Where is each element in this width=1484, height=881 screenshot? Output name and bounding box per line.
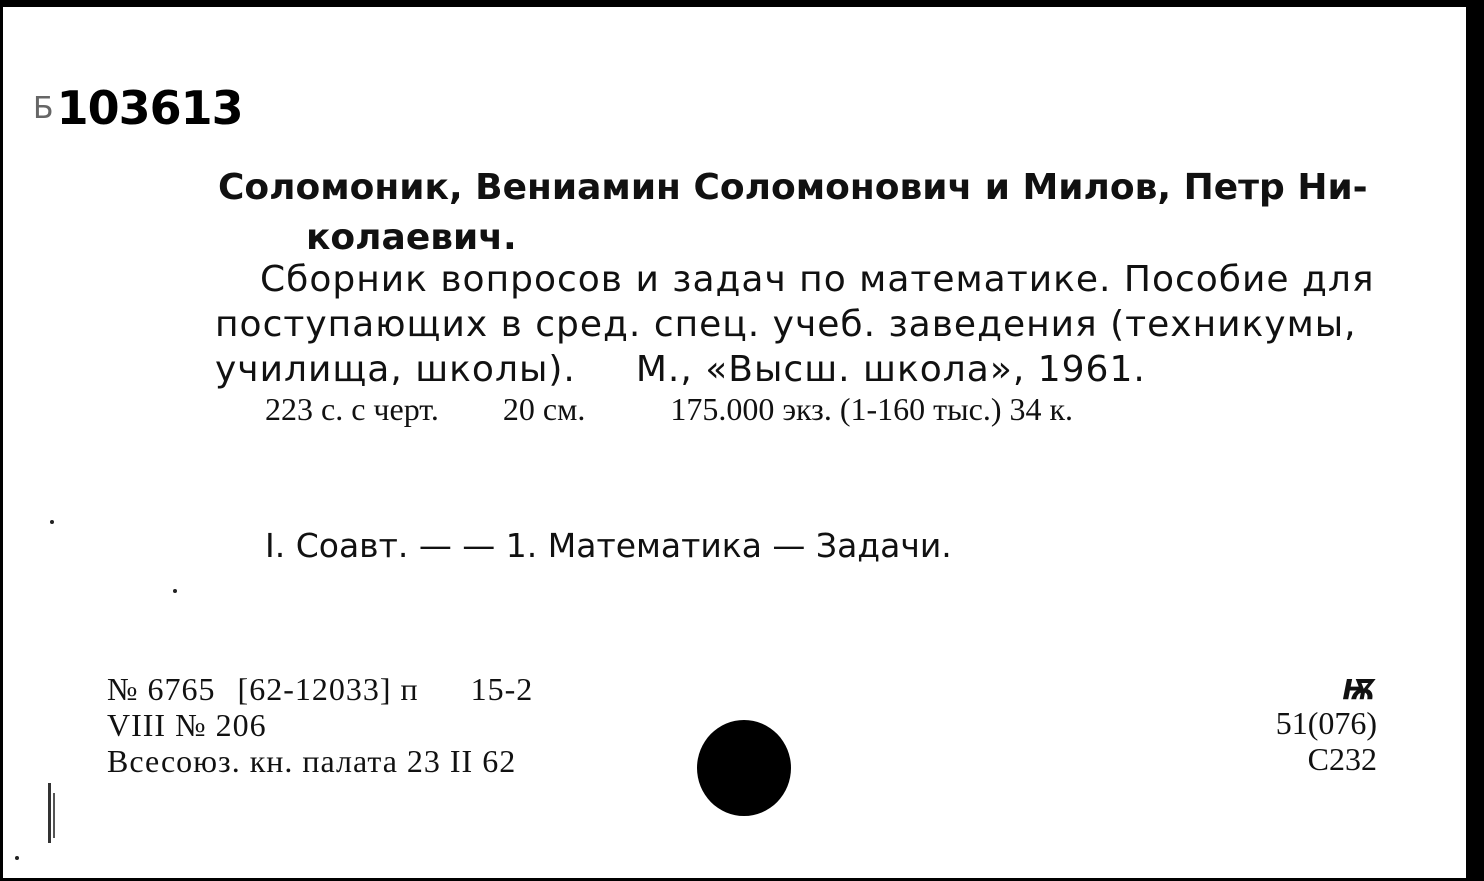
order-number: [62-12033] п [237,671,419,707]
title-line-3 [215,347,1390,392]
card-number: № 6765 [107,671,216,707]
author-code: С232 [1307,741,1377,777]
edge-scratch [48,783,51,843]
stamp-prefix: Б [33,91,53,126]
inventory-stamp [33,78,243,138]
series-code: 15-2 [470,671,534,707]
publisher: М., «Высш. школа», 1961. [635,349,1146,390]
footer-left-line-3: Всесоюз. кн. палата 23 II 62 [107,743,517,779]
edge-scratch-2 [53,793,55,838]
copies-price: 175.000 экз. (1-160 тыс.) 34 к. [670,391,1074,427]
title-line-1: Сборник вопросов и задач по математике. Пособие для [260,259,1375,300]
author-heading [218,163,1388,263]
author-line-1: Соломоник, Вениамин Соломонович и Милов, Петр Ни- [218,167,1368,208]
footer-left-line-1 [107,671,533,707]
tracings: I. Соавт. — — 1. Математика — Задачи. [265,526,952,565]
author-line-2: колаевич. [306,217,517,258]
title-line-3-text: училища, школы). [215,349,576,390]
card-top-edge [3,3,1484,7]
title-block [215,257,1390,392]
footer-left [107,671,533,779]
punch-hole [697,720,791,816]
title-line-2: поступающих в сред. спец. учеб. заведения (техникумы, [215,304,1357,345]
footer-right [1276,675,1377,777]
dust-speck [50,520,54,524]
dust-speck [173,589,177,593]
pages: 223 с. с черт. [265,391,439,427]
stamp-number: 103613 [56,81,243,135]
handwritten-mark: Ѭ [1342,673,1377,706]
dust-speck [15,856,19,860]
footer-left-line-2: VIII № 206 [107,707,267,743]
collation-line [265,387,1073,431]
size: 20 см. [502,391,586,427]
card-right-edge [1469,3,1481,881]
classification-code: 51(076) [1275,705,1377,741]
